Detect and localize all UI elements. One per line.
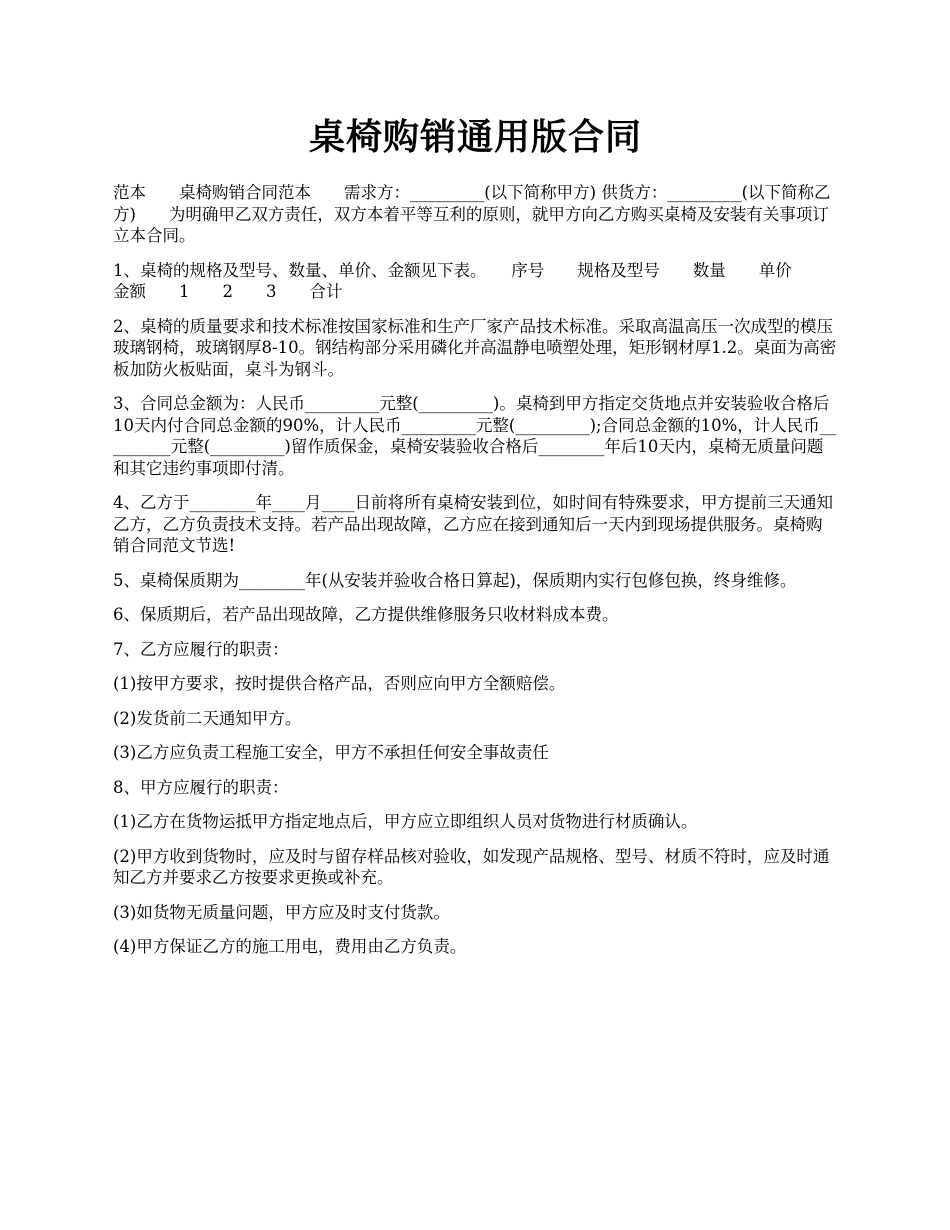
paragraph-clause-7-3: (3)乙方应负责工程施工安全，甲方不承担任何安全事故责任 (113, 743, 549, 762)
paragraph-clause-8-4: (4)甲方保证乙方的施工用电，费用由乙方负责。 (113, 937, 467, 956)
document-title: 桌椅购销通用版合同 (308, 117, 642, 158)
paragraph-clause-8: 8、甲方应履行的职责： (113, 777, 289, 797)
paragraph-clause-6: 6、保质期后，若产品出现故障，乙方提供维修服务只收材料成本费。 (113, 605, 619, 624)
paragraph-clause-8-3: (3)如货物无质量问题，甲方应及时支付货款。 (113, 902, 450, 922)
paragraph-clause-3: 3、合同总金额为：人民币_________元整(_________)。桌椅到甲方指定交货地点并安装验收合格后10天内付合同总金额的90%，计人民币_________元整(_________);合同总金额的10%，计人民币_________元整(_________)留作质保金，桌椅安装验收合格后________年后10天内，桌椅无质量问题和其它违约事项即付清。 (113, 394, 837, 478)
paragraph-clause-8-2: (2)甲方收到货物时，应及时与留存样品核对验收，如发现产品规格、型号、材质不符时，应及时通知乙方并要求乙方按要求更换或补充。 (113, 846, 830, 887)
document-body (113, 182, 838, 958)
paragraph-clause-1: 1、桌椅的规格及型号、数量、单价、金额见下表。 序号 规格及型号 数量 单价 金额 1 2 3 合计 (113, 260, 825, 301)
paragraph-clause-7: 7、乙方应履行的职责： (113, 639, 289, 659)
paragraph-clause-5: 5、桌椅保质期为________年(从安装并验收合格日算起)，保质期内实行包修包换，终身维修。 (113, 570, 797, 590)
paragraph-clause-7-2: (2)发货前二天通知甲方。 (113, 708, 302, 728)
paragraph-intro: 范本 桌椅购销合同范本 需求方：_________(以下简称甲方) 供货方：_________(以下简称乙方) 为明确甲乙双方责任，双方本着平等互利的原则，就甲方向乙方购买桌椅及安装有关事项订立本合同。 (113, 183, 831, 245)
paragraph-clause-8-1: (1)乙方在货物运抵甲方指定地点后，甲方应立即组织人员对货物进行材质确认。 (113, 812, 698, 831)
paragraph-clause-7-1: (1)按甲方要求，按时提供合格产品，否则应向甲方全额赔偿。 (113, 674, 566, 693)
paragraph-clause-2: 2、桌椅的质量要求和技术标准按国家标准和生产厂家产品技术标准。采取高温高压一次成型的模压玻璃钢椅，玻璃钢厚8-10。钢结构部分采用磷化并高温静电喷塑处理，矩形钢材厚1.2。桌面为高密板加防火板贴面，桌斗为钢斗。 (113, 316, 837, 379)
paragraph-clause-4: 4、乙方于________年____月____日前将所有桌椅安装到位，如时间有特殊要求，甲方提前三天通知乙方，乙方负责技术支持。若产品出现故障，乙方应在接到通知后一天内到现场提供服务。桌椅购销合同范文节选! (113, 493, 833, 555)
